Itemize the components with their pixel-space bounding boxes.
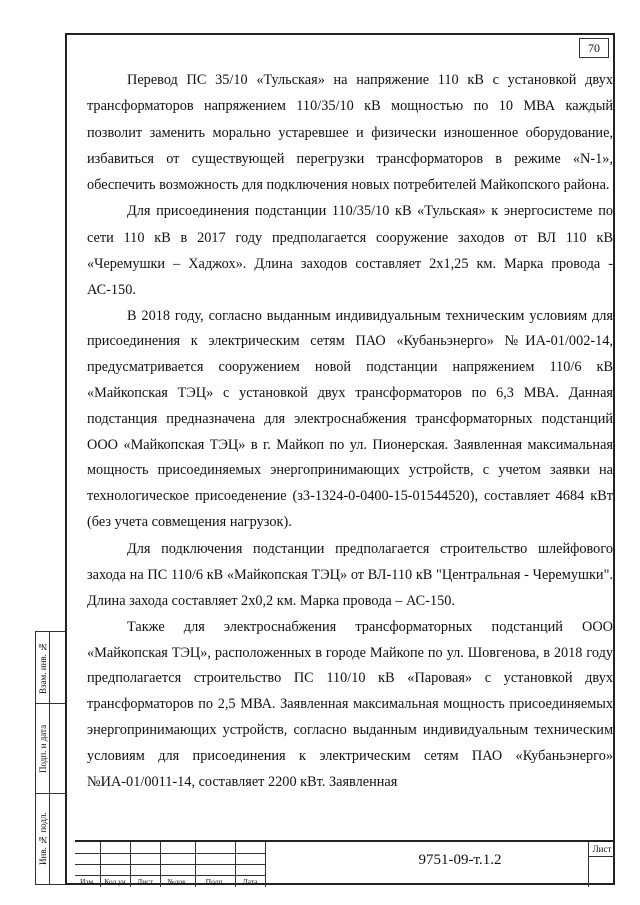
document-code: 9751-09-т.1.2 [418,852,502,868]
paragraph: Для подключения подстанции предполагается строительство шлейфового захода на ПС 110/6 кВ «Майкопская ТЭЦ» от ВЛ-110 кВ "Центральная - Черемушки". Длина захода составляет 2х0,2 км. Марка провода – АС-150. [87,540,613,610]
title-block [75,840,615,885]
column-header-date: Дата [242,877,258,886]
side-stamp-cell [36,704,65,794]
grid-line [75,853,265,854]
paragraph: Для присоединения подстанции 110/35/10 кВ «Тульская» к энергосистеме по сети 110 кВ в 2017 году предполагается сооружение заходов от ВЛ 110 кВ «Черемушки – Хаджох». Длина заходов составляет 2х1,25 км. Марка провода - АС-150. [87,203,613,299]
column-header-doc-number: №док. [167,877,188,886]
sheet-label: Лист [592,844,612,854]
grid-line [589,856,615,857]
side-stamp-cell [36,794,65,884]
paragraph: Также для электроснабжения трансформаторных подстанций ООО «Майкопская ТЭЦ», расположенных в городе Майкопе по ул. Шовгенова, в 2018 году предполагается строительство ПС 110/10 кВ «Паровая» с установкой двух трансформаторов по 2,5 МВА. Заявленная максимальная мощность присоединяемых энергопринимающих устройств, согласно выданным индивидуальным техническим условиям для присоединения к электрическим сетям ПАО «Кубаньэнерго» №ИА-01/0011-14, составляет 2200 кВт. Заявленная [87,618,613,790]
paragraph: Перевод ПС 35/10 «Тульская» на напряжение 110 кВ с установкой двух трансформаторов напряжением 110/35/10 кВ мощностью по 10 МВА каждый позволит заменить морально устаревшее и физически изношенное оборудование, избавиться от существующей перегрузки трансформаторов в режиме «N-1», обеспечить возможность для подключения новых потребителей Майкопского района. [87,72,613,194]
document-body [87,67,613,795]
side-stamp-label: Подп. и дата [38,724,48,774]
side-stamp-label: Взам. инв. № [38,641,48,695]
paragraph: В 2018 году, согласно выданным индивидуальным техническим условиям для присоединения к электрическим сетям ПАО «Кубаньэнерго» №ИА-01/002-14, предусматривается сооружением новой подстанции напряжением 110/6 кВ «Майкопская ТЭЦ» с установкой двух трансформаторов по 6,3 МВА. Данная подстанция предназначена для электроснабжения трансформаторных подстанций ООО «Майкопская ТЭЦ» в г. Майкоп по ул. Пионерская. Заявленная максимальная мощность присоединяемых энергопринимающих устройств, с учетом заявки на технологическое присоеденение (з3-1324-0-0400-15-01544520), составляет 4684 кВт (без учета совмещения нагрузок). [87,307,613,531]
side-stamp-cell [36,632,65,704]
side-stamp [35,631,65,885]
column-header-signature: Подп. [205,877,225,886]
column-header-change: Изм. [80,877,95,886]
column-header-sheet: Лист [137,877,153,886]
page-number: 70 [579,38,609,58]
page-frame [65,33,615,885]
grid-line [75,864,265,865]
column-header-count: Кол.уч [104,877,126,886]
side-stamp-label: Инв. № подл. [38,812,48,866]
grid-line [265,842,266,887]
